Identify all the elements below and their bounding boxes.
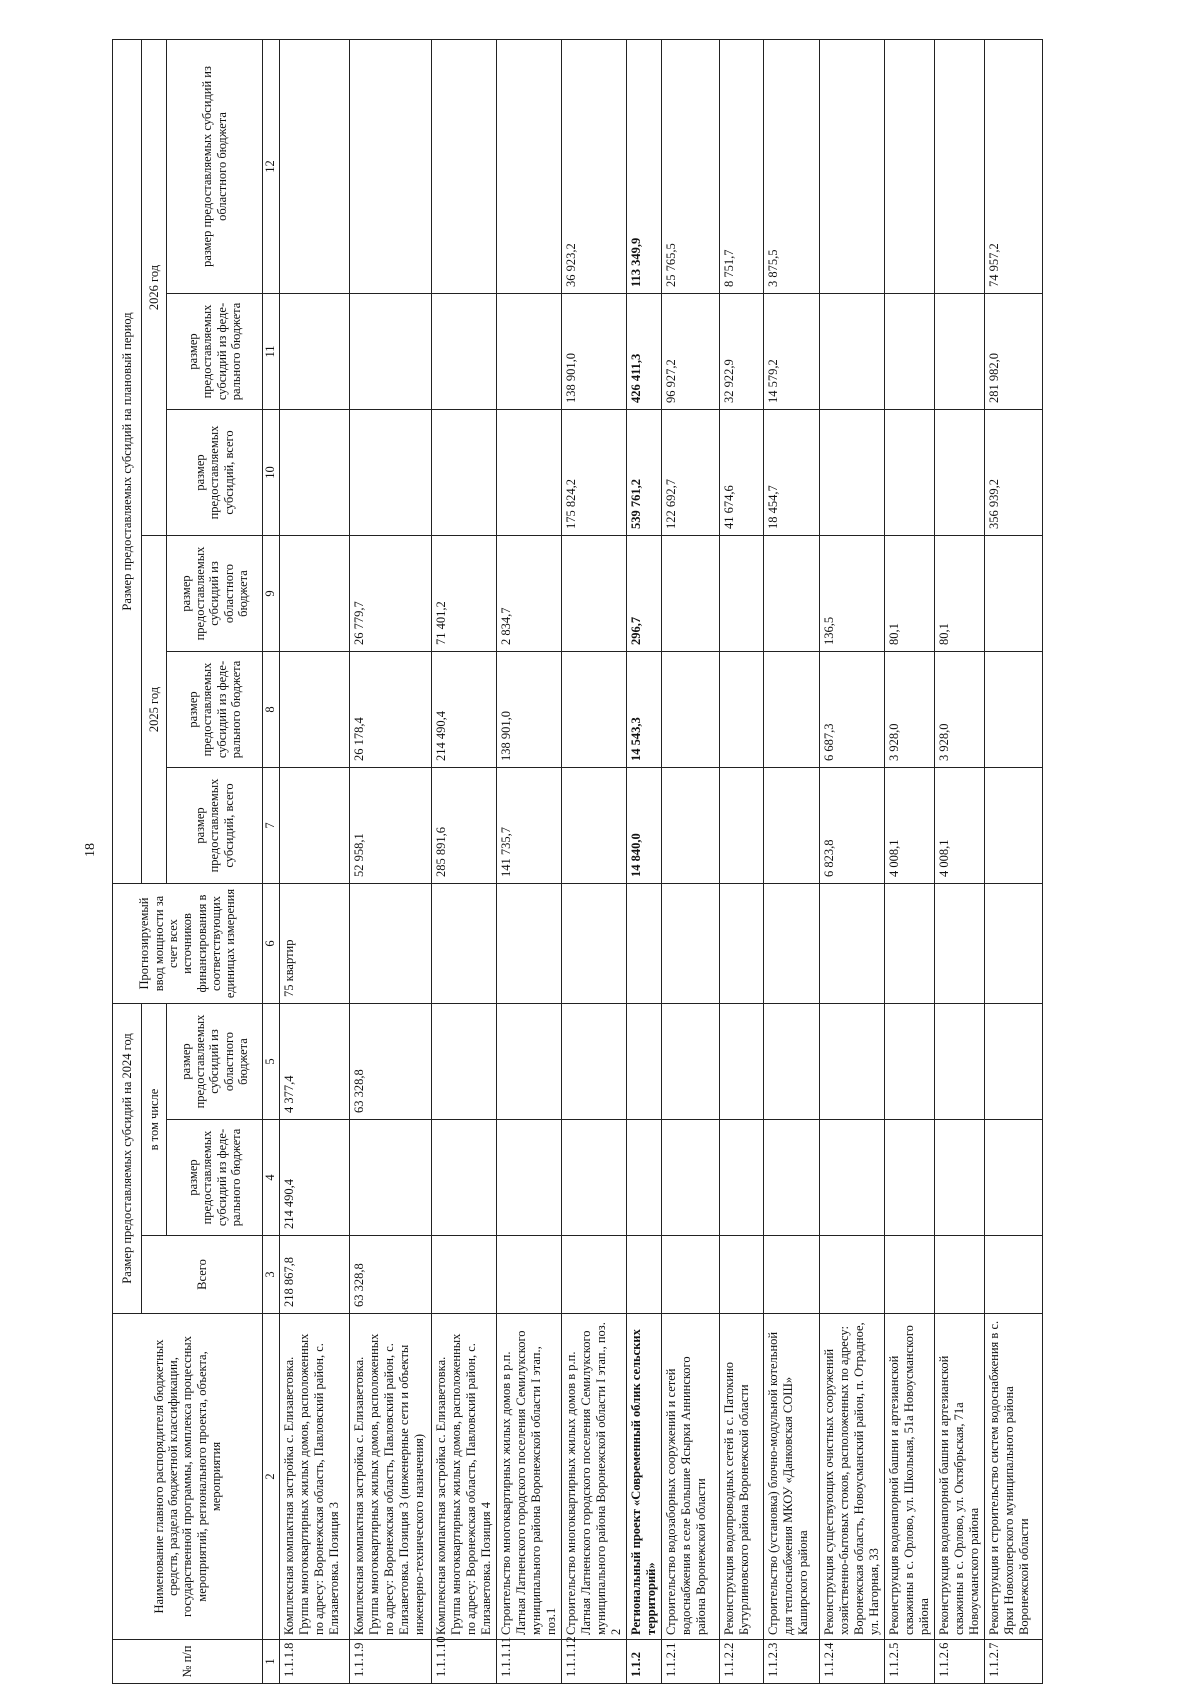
regional-2025-cell: 80,1 — [935, 536, 985, 652]
regional-2024-cell — [720, 1004, 764, 1120]
col-number: 12 — [263, 39, 280, 293]
rotated-table-wrapper — [112, 44, 1162, 1684]
header-total-2025: размер предоставляемых субсидий, всего — [167, 768, 263, 884]
federal-2026-cell — [497, 294, 562, 410]
header-regional-2026: размер предоставляемых субсидий из областного бюджета — [167, 39, 263, 293]
regional-2024-cell — [985, 1004, 1043, 1120]
col-number: 2 — [263, 1314, 280, 1640]
regional-2025-cell — [280, 536, 350, 652]
regional-2024-cell — [820, 1004, 885, 1120]
total-2026-cell: 539 761,2 — [627, 410, 662, 536]
federal-2025-cell — [985, 652, 1043, 768]
regional-2026-cell — [432, 39, 497, 293]
federal-2024-cell — [764, 1120, 820, 1236]
total-2025-cell: 6 823,8 — [820, 768, 885, 884]
capacity-cell — [935, 884, 985, 1004]
row-name-cell: Строительство многоквартирных жилых домов в р.п. Латная Латненского городского поселения Семилукского муниципального района Воронежской области I этап., поз. 2 — [562, 1314, 627, 1640]
regional-2026-cell — [935, 39, 985, 293]
table-row — [497, 39, 562, 1683]
total-2024-cell — [662, 1236, 720, 1314]
table-row — [820, 39, 885, 1683]
federal-2025-cell — [280, 652, 350, 768]
federal-2025-cell — [662, 652, 720, 768]
col-number: 10 — [263, 410, 280, 536]
row-name-cell: Комплексная компактная застройка с. Елизаветовка. Группа многоквартирных жилых домов, расположенных по адресу: Воронежская область, Павловский район, с. Елизаветовка. Позиция 3 (инженерные сети и объекты инженерно-технического назначения) — [350, 1314, 432, 1640]
regional-2025-cell: 71 401,2 — [432, 536, 497, 652]
regional-2025-cell: 296,7 — [627, 536, 662, 652]
total-2024-cell: 63 328,8 — [350, 1236, 432, 1314]
total-2026-cell — [820, 410, 885, 536]
federal-2025-cell — [720, 652, 764, 768]
total-2025-cell — [562, 768, 627, 884]
col-number: 1 — [263, 1640, 280, 1684]
total-2026-cell — [432, 410, 497, 536]
col-number: 5 — [263, 1004, 280, 1120]
row-number-cell: 1.1.2.4 — [820, 1640, 885, 1684]
row-number-cell: 1.1.2.2 — [720, 1640, 764, 1684]
federal-2026-cell — [280, 294, 350, 410]
total-2024-cell — [985, 1236, 1043, 1314]
total-2025-cell — [764, 768, 820, 884]
regional-2024-cell — [764, 1004, 820, 1120]
capacity-cell — [562, 884, 627, 1004]
federal-2026-cell: 426 411,3 — [627, 294, 662, 410]
col-number: 4 — [263, 1120, 280, 1236]
row-name-cell: Строительство водозаборных сооружений и сетей водоснабжения в селе Большие Ясырки Аннинского района Воронежской области — [662, 1314, 720, 1640]
total-2024-cell — [764, 1236, 820, 1314]
row-number-cell: 1.1.2.6 — [935, 1640, 985, 1684]
regional-2024-cell — [662, 1004, 720, 1120]
regional-2024-cell — [562, 1004, 627, 1120]
regional-2025-cell — [720, 536, 764, 652]
federal-2024-cell — [432, 1120, 497, 1236]
federal-2024-cell — [935, 1120, 985, 1236]
total-2026-cell — [350, 410, 432, 536]
federal-2026-cell — [350, 294, 432, 410]
capacity-cell — [764, 884, 820, 1004]
header-total-2026: размер предоставляемых субсидий, всего — [167, 410, 263, 536]
table-row — [627, 39, 662, 1683]
regional-2026-cell — [350, 39, 432, 293]
federal-2024-cell — [350, 1120, 432, 1236]
header-federal-2024: размер предоставляемых субсидий из феде-рального бюджета — [167, 1120, 263, 1236]
regional-2024-cell — [432, 1004, 497, 1120]
federal-2024-cell — [662, 1120, 720, 1236]
federal-2026-cell — [432, 294, 497, 410]
col-number: 3 — [263, 1236, 280, 1314]
regional-2025-cell — [985, 536, 1043, 652]
total-2026-cell: 175 824,2 — [562, 410, 627, 536]
regional-2026-cell — [280, 39, 350, 293]
federal-2025-cell: 6 687,3 — [820, 652, 885, 768]
table-row — [764, 39, 820, 1683]
capacity-cell — [497, 884, 562, 1004]
header-num: № п/п — [113, 1640, 263, 1684]
total-2025-cell: 52 958,1 — [350, 768, 432, 884]
row-name-cell: Комплексная компактная застройка с. Елизаветовка. Группа многоквартирных жилых домов, расположенных по адресу: Воронежская область, Павловский район, с. Елизаветовка. Позиция 4 — [432, 1314, 497, 1640]
row-name-cell: Реконструкция водонапорной башни и артезианской скважины в с. Орлово, ул. Октябрьская, 71а Новоусманского района — [935, 1314, 985, 1640]
total-2024-cell — [432, 1236, 497, 1314]
total-2026-cell: 18 454,7 — [764, 410, 820, 536]
regional-2024-cell: 4 377,4 — [280, 1004, 350, 1120]
row-number-cell: 1.1.2.5 — [885, 1640, 935, 1684]
table-row — [280, 39, 350, 1683]
subsidies-table — [112, 39, 1043, 1684]
regional-2026-cell: 3 875,5 — [764, 39, 820, 293]
row-name-cell: Комплексная компактная застройка с. Елизаветовка. Группа многоквартирных жилых домов, расположенных по адресу: Воронежская область, Павловский район, с. Елизаветовка. Позиция 3 — [280, 1314, 350, 1640]
header-regional-2025: размер предоставляемых субсидий из областного бюджета — [167, 536, 263, 652]
federal-2024-cell — [985, 1120, 1043, 1236]
federal-2025-cell — [562, 652, 627, 768]
federal-2025-cell: 14 543,3 — [627, 652, 662, 768]
regional-2026-cell: 36 923,2 — [562, 39, 627, 293]
regional-2024-cell — [497, 1004, 562, 1120]
table-row — [350, 39, 432, 1683]
capacity-cell — [350, 884, 432, 1004]
header-group-2024: Размер предоставляемых субсидий на 2024 год — [113, 1004, 142, 1314]
row-name-cell: Реконструкция водопроводных сетей в с. Патокино Бутурлиновского района Воронежской области — [720, 1314, 764, 1640]
federal-2025-cell: 214 490,4 — [432, 652, 497, 768]
col-number: 11 — [263, 294, 280, 410]
regional-2025-cell: 80,1 — [885, 536, 935, 652]
regional-2026-cell: 8 751,7 — [720, 39, 764, 293]
row-number-cell: 1.1.2.3 — [764, 1640, 820, 1684]
federal-2025-cell — [764, 652, 820, 768]
header-federal-2026: размер предоставляемых субсидий из феде-рального бюджета — [167, 294, 263, 410]
total-2025-cell — [662, 768, 720, 884]
regional-2026-cell: 74 957,2 — [985, 39, 1043, 293]
regional-2026-cell — [497, 39, 562, 293]
regional-2026-cell: 113 349,9 — [627, 39, 662, 293]
federal-2026-cell: 32 922,9 — [720, 294, 764, 410]
regional-2026-cell: 25 765,5 — [662, 39, 720, 293]
header-year-2026: 2026 год — [142, 39, 167, 535]
regional-2026-cell — [885, 39, 935, 293]
total-2025-cell — [720, 768, 764, 884]
row-number-cell: 1.1.1.11 — [497, 1640, 562, 1684]
regional-2025-cell — [662, 536, 720, 652]
total-2025-cell: 4 008,1 — [935, 768, 985, 884]
total-2024-cell — [720, 1236, 764, 1314]
header-regional-2024: размер предоставляемых субсидий из областного бюджета — [167, 1004, 263, 1120]
col-number: 6 — [263, 884, 280, 1004]
row-number-cell: 1.1.2 — [627, 1640, 662, 1684]
row-number-cell: 1.1.2.1 — [662, 1640, 720, 1684]
capacity-cell — [985, 884, 1043, 1004]
row-name-cell: Строительство многоквартирных жилых домов в р.п. Латная Латненского городского поселения Семилукского муниципального района Воронежской области I этап., поз.1 — [497, 1314, 562, 1640]
row-name-cell: Строительство (установка) блочно-модульной котельной для теплоснабжения МКОУ «Данковская СОШ» Каширского района — [764, 1314, 820, 1640]
federal-2025-cell: 26 178,4 — [350, 652, 432, 768]
header-year-2025: 2025 год — [142, 536, 167, 884]
federal-2026-cell: 14 579,2 — [764, 294, 820, 410]
page-number: 18 — [83, 843, 98, 857]
row-name-cell: Реконструкция и строительство систем водоснабжения в с. Ярки Новохоперского муниципального района Воронежской области — [985, 1314, 1043, 1640]
federal-2024-cell — [820, 1120, 885, 1236]
total-2025-cell: 141 735,7 — [497, 768, 562, 884]
federal-2026-cell — [935, 294, 985, 410]
total-2024-cell — [820, 1236, 885, 1314]
table-body — [280, 39, 1043, 1683]
header-federal-2025: размер предоставляемых субсидий из феде-рального бюджета — [167, 652, 263, 768]
row-name-cell: Реконструкция существующих очистных сооружений хозяйственно-бытовых стоков, расположенных по адресу: Воронежская область, Новоусманский район, п. Отрадное, ул. Нагорная, 33 — [820, 1314, 885, 1640]
federal-2024-cell — [562, 1120, 627, 1236]
federal-2026-cell — [820, 294, 885, 410]
total-2026-cell: 122 692,7 — [662, 410, 720, 536]
total-2024-cell — [885, 1236, 935, 1314]
total-2026-cell: 356 939,2 — [985, 410, 1043, 536]
row-number-cell: 1.1.1.9 — [350, 1640, 432, 1684]
row-name-cell: Региональный проект «Современный облик сельских территорий» — [627, 1314, 662, 1640]
federal-2024-cell — [497, 1120, 562, 1236]
regional-2025-cell — [562, 536, 627, 652]
total-2026-cell: 41 674,6 — [720, 410, 764, 536]
total-2026-cell — [935, 410, 985, 536]
total-2026-cell — [885, 410, 935, 536]
col-number: 7 — [263, 768, 280, 884]
capacity-cell — [627, 884, 662, 1004]
federal-2026-cell: 138 901,0 — [562, 294, 627, 410]
capacity-cell — [432, 884, 497, 1004]
regional-2025-cell: 2 834,7 — [497, 536, 562, 652]
column-numbers-row — [263, 39, 280, 1683]
total-2025-cell: 14 840,0 — [627, 768, 662, 884]
row-name-cell: Реконструкция водонапорной башни и артезианской скважины в с. Орлово, ул. Школьная, 51а Новоусманского района — [885, 1314, 935, 1640]
header-total: Всего — [142, 1236, 263, 1314]
total-2026-cell — [497, 410, 562, 536]
regional-2024-cell — [627, 1004, 662, 1120]
regional-2025-cell: 136,5 — [820, 536, 885, 652]
regional-2026-cell — [820, 39, 885, 293]
row-number-cell: 1.1.2.7 — [985, 1640, 1043, 1684]
federal-2025-cell: 3 928,0 — [935, 652, 985, 768]
col-number: 9 — [263, 536, 280, 652]
table-row — [662, 39, 720, 1683]
federal-2026-cell: 281 982,0 — [985, 294, 1043, 410]
row-number-cell: 1.1.1.10 — [432, 1640, 497, 1684]
federal-2026-cell: 96 927,2 — [662, 294, 720, 410]
col-number: 8 — [263, 652, 280, 768]
federal-2024-cell — [627, 1120, 662, 1236]
capacity-cell — [662, 884, 720, 1004]
table-row — [432, 39, 497, 1683]
federal-2024-cell — [885, 1120, 935, 1236]
total-2024-cell — [935, 1236, 985, 1314]
total-2026-cell — [280, 410, 350, 536]
header-name: Наименование главного распорядителя бюджетных средств, раздела бюджетной классификации, государственной программы, комплекса процессных мероприятий, регионального проекта, объекта, мероприятия — [113, 1314, 263, 1640]
total-2025-cell: 4 008,1 — [885, 768, 935, 884]
header-planned-period: Размер предоставляемых субсидий на плановый период — [113, 39, 142, 883]
regional-2025-cell: 26 779,7 — [350, 536, 432, 652]
row-number-cell: 1.1.1.12 — [562, 1640, 627, 1684]
rotated-page-content — [112, 44, 1162, 1684]
total-2024-cell — [497, 1236, 562, 1314]
table-row — [935, 39, 985, 1683]
regional-2024-cell — [935, 1004, 985, 1120]
federal-2025-cell: 138 901,0 — [497, 652, 562, 768]
regional-2025-cell — [764, 536, 820, 652]
total-2025-cell — [985, 768, 1043, 884]
table-row — [985, 39, 1043, 1683]
total-2025-cell — [280, 768, 350, 884]
header-in-that: в том числе — [142, 1004, 167, 1236]
federal-2025-cell: 3 928,0 — [885, 652, 935, 768]
federal-2024-cell — [720, 1120, 764, 1236]
row-number-cell: 1.1.1.8 — [280, 1640, 350, 1684]
table-row — [562, 39, 627, 1683]
total-2024-cell: 218 867,8 — [280, 1236, 350, 1314]
capacity-cell — [720, 884, 764, 1004]
header-capacity: Прогнозируемый ввод мощности за счет всех источников финансирования в соответствующих единицах измерения — [113, 884, 263, 1004]
total-2025-cell: 285 891,6 — [432, 768, 497, 884]
capacity-cell — [885, 884, 935, 1004]
total-2024-cell — [562, 1236, 627, 1314]
federal-2024-cell: 214 490,4 — [280, 1120, 350, 1236]
federal-2026-cell — [885, 294, 935, 410]
capacity-cell — [820, 884, 885, 1004]
table-row — [720, 39, 764, 1683]
regional-2024-cell — [885, 1004, 935, 1120]
table-row — [885, 39, 935, 1683]
capacity-cell: 75 квартир — [280, 884, 350, 1004]
total-2024-cell — [627, 1236, 662, 1314]
regional-2024-cell: 63 328,8 — [350, 1004, 432, 1120]
